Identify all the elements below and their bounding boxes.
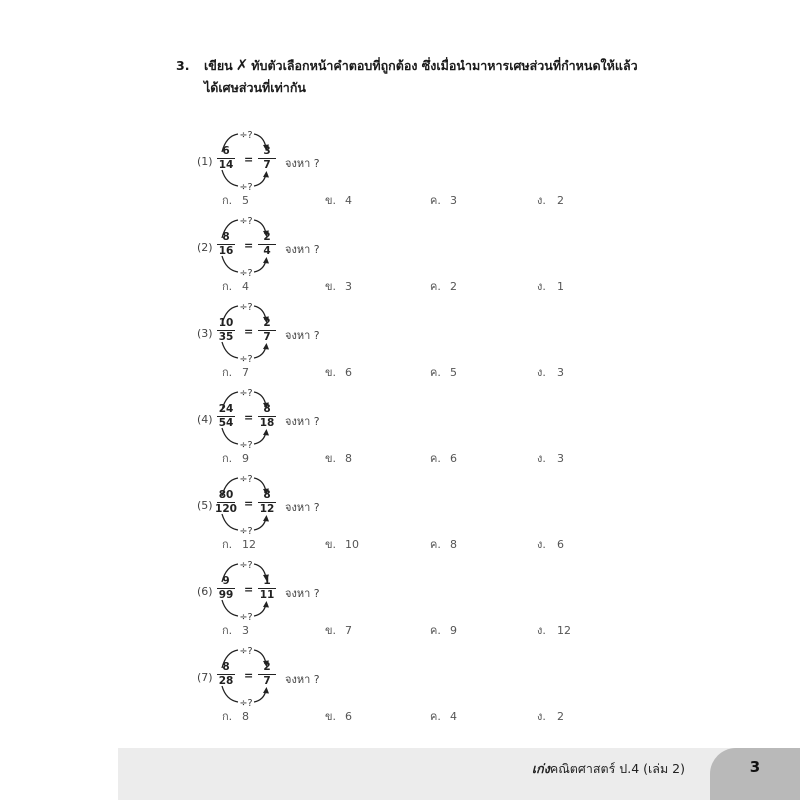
question-text-line2: ได้เศษส่วนที่เท่ากัน — [204, 80, 306, 95]
problem-item — [0, 466, 800, 552]
choice-key: ก. — [222, 452, 233, 465]
equals-sign: = — [244, 669, 254, 682]
answer-choice[interactable] — [537, 191, 564, 209]
numerator: 8 — [263, 489, 271, 501]
choice-key: ค. — [430, 710, 441, 723]
problem-item — [0, 208, 800, 294]
answer-choice[interactable] — [325, 363, 352, 381]
answer-choice[interactable] — [222, 535, 256, 553]
book-title-rest: คณิตศาสตร์ ป.4 (เล่ม 2) — [549, 761, 685, 776]
choice-key: ค. — [430, 452, 441, 465]
equals-sign: = — [244, 583, 254, 596]
equals-sign: = — [244, 239, 254, 252]
answer-choice[interactable] — [430, 621, 457, 639]
choice-value: 7 — [242, 366, 249, 379]
denominator: 16 — [218, 245, 234, 257]
choice-key: ข. — [325, 280, 337, 293]
problem-label: (1) — [197, 155, 213, 168]
divide-by-top-label: ÷? — [239, 302, 253, 313]
choice-key: ก. — [222, 280, 233, 293]
problem-label: (6) — [197, 585, 213, 598]
answer-choice[interactable] — [325, 621, 352, 639]
numerator: 1 — [263, 575, 271, 587]
choice-value: 2 — [557, 710, 564, 723]
answer-choice[interactable] — [430, 277, 457, 295]
numerator: 3 — [263, 145, 271, 157]
answer-choice[interactable] — [222, 363, 249, 381]
numerator: 24 — [218, 403, 234, 415]
denominator: 28 — [218, 675, 234, 687]
choice-value: 3 — [242, 624, 249, 637]
choice-key: ข. — [325, 710, 337, 723]
numerator: 8 — [222, 231, 230, 243]
choice-value: 10 — [345, 538, 359, 551]
choice-key: ค. — [430, 194, 441, 207]
problem-item — [0, 638, 800, 724]
choice-value: 6 — [345, 710, 352, 723]
choice-key: ง. — [537, 366, 546, 379]
problem-label: (7) — [197, 671, 213, 684]
problem-item — [0, 294, 800, 380]
choice-value: 7 — [345, 624, 352, 637]
numerator: 10 — [218, 317, 234, 329]
choice-value: 8 — [242, 710, 249, 723]
divide-by-bottom-label: ÷? — [239, 612, 253, 623]
choice-value: 6 — [450, 452, 457, 465]
choice-key: ข. — [325, 624, 337, 637]
choice-value: 2 — [450, 280, 457, 293]
answer-choice[interactable] — [325, 707, 352, 725]
choice-key: ข. — [325, 538, 337, 551]
choice-value: 4 — [242, 280, 249, 293]
choice-value: 1 — [557, 280, 564, 293]
answer-choice[interactable] — [222, 277, 249, 295]
choice-key: ก. — [222, 366, 233, 379]
denominator: 54 — [218, 417, 234, 429]
choice-key: ง. — [537, 624, 546, 637]
divide-by-top-label: ÷? — [239, 130, 253, 141]
denominator: 18 — [259, 417, 275, 429]
choice-value: 12 — [557, 624, 571, 637]
choice-key: ค. — [430, 366, 441, 379]
choice-value: 3 — [345, 280, 352, 293]
choice-value: 8 — [345, 452, 352, 465]
choice-value: 3 — [557, 452, 564, 465]
numerator: 8 — [263, 403, 271, 415]
right-fraction — [256, 404, 278, 429]
left-fraction — [215, 662, 237, 687]
numerator: 2 — [263, 231, 271, 243]
denominator: 99 — [218, 589, 234, 601]
problem-item — [0, 380, 800, 466]
choice-key: ก. — [222, 710, 233, 723]
divide-by-bottom-label: ÷? — [239, 182, 253, 193]
choice-value: 3 — [450, 194, 457, 207]
problem-label: (2) — [197, 241, 213, 254]
answer-choice[interactable] — [222, 191, 249, 209]
divide-by-top-label: ÷? — [239, 646, 253, 657]
left-fraction — [215, 576, 237, 601]
right-fraction — [256, 662, 278, 687]
divide-by-top-label: ÷? — [239, 388, 253, 399]
choice-value: 6 — [557, 538, 564, 551]
answer-choice[interactable] — [537, 277, 564, 295]
choice-key: ข. — [325, 194, 337, 207]
choice-value: 5 — [242, 194, 249, 207]
divide-by-bottom-label: ÷? — [239, 526, 253, 537]
denominator: 7 — [263, 331, 271, 343]
question-text-before-mark: เขียน — [204, 58, 233, 73]
equals-sign: = — [244, 153, 254, 166]
answer-choice[interactable] — [537, 621, 571, 639]
x-mark-icon: ✗ — [235, 56, 249, 74]
divide-by-top-label: ÷? — [239, 216, 253, 227]
problem-label: (3) — [197, 327, 213, 340]
left-fraction — [215, 490, 237, 515]
choice-value: 6 — [345, 366, 352, 379]
numerator: 2 — [263, 317, 271, 329]
problem-item — [0, 122, 800, 208]
answer-choice[interactable] — [537, 707, 564, 725]
problem-label: (5) — [197, 499, 213, 512]
choice-value: 5 — [450, 366, 457, 379]
answer-choice[interactable] — [325, 449, 352, 467]
denominator: 4 — [263, 245, 271, 257]
left-fraction — [215, 318, 237, 343]
numerator: 6 — [222, 145, 230, 157]
choice-value: 9 — [242, 452, 249, 465]
divide-by-bottom-label: ÷? — [239, 354, 253, 365]
find-question-text: จงหา ? — [285, 587, 320, 600]
denominator: 35 — [218, 331, 234, 343]
equals-sign: = — [244, 497, 254, 510]
choice-value: 4 — [450, 710, 457, 723]
divide-by-top-label: ÷? — [239, 474, 253, 485]
numerator: 9 — [222, 575, 230, 587]
answer-choice[interactable] — [325, 191, 352, 209]
left-fraction — [215, 232, 237, 257]
right-fraction — [256, 490, 278, 515]
choice-value: 9 — [450, 624, 457, 637]
right-fraction — [256, 318, 278, 343]
choice-key: ค. — [430, 280, 441, 293]
denominator: 120 — [215, 503, 237, 515]
answer-choice[interactable] — [222, 707, 249, 725]
choice-key: ข. — [325, 452, 337, 465]
find-question-text: จงหา ? — [285, 157, 320, 170]
question-number: 3. — [176, 58, 190, 73]
choice-key: ก. — [222, 624, 233, 637]
choice-value: 12 — [242, 538, 256, 551]
answer-choice[interactable] — [430, 449, 457, 467]
denominator: 11 — [259, 589, 275, 601]
choice-key: ก. — [222, 194, 233, 207]
problem-label: (4) — [197, 413, 213, 426]
numerator: 8 — [222, 661, 230, 673]
page-number: 3 — [749, 758, 761, 776]
choice-key: ง. — [537, 538, 546, 551]
divide-by-bottom-label: ÷? — [239, 698, 253, 709]
equals-sign: = — [244, 411, 254, 424]
choice-value: 4 — [345, 194, 352, 207]
answer-choice[interactable] — [222, 449, 249, 467]
choice-key: ข. — [325, 366, 337, 379]
divide-by-top-label: ÷? — [239, 560, 253, 571]
choice-key: ง. — [537, 194, 546, 207]
choice-key: ก. — [222, 538, 233, 551]
left-fraction — [215, 404, 237, 429]
choice-key: ง. — [537, 280, 546, 293]
answer-choice[interactable] — [430, 707, 457, 725]
answer-choice[interactable] — [222, 621, 249, 639]
page-footer — [118, 748, 800, 800]
denominator: 14 — [218, 159, 234, 171]
right-fraction — [256, 146, 278, 171]
equals-sign: = — [244, 325, 254, 338]
find-question-text: จงหา ? — [285, 415, 320, 428]
divide-by-bottom-label: ÷? — [239, 440, 253, 451]
right-fraction — [256, 576, 278, 601]
denominator: 12 — [259, 503, 275, 515]
answer-choice[interactable] — [430, 535, 457, 553]
book-title-bold: เก่ง — [531, 761, 550, 776]
answer-choice[interactable] — [325, 277, 352, 295]
choice-key: ค. — [430, 538, 441, 551]
find-question-text: จงหา ? — [285, 329, 320, 342]
choice-value: 3 — [557, 366, 564, 379]
choice-key: ง. — [537, 452, 546, 465]
answer-choice[interactable] — [430, 363, 457, 381]
choice-value: 2 — [557, 194, 564, 207]
numerator: 80 — [218, 489, 234, 501]
denominator: 7 — [263, 159, 271, 171]
numerator: 2 — [263, 661, 271, 673]
answer-choice[interactable] — [537, 535, 564, 553]
denominator: 7 — [263, 675, 271, 687]
choice-key: ค. — [430, 624, 441, 637]
answer-choice[interactable] — [537, 449, 564, 467]
problem-item — [0, 552, 800, 638]
choice-key: ง. — [537, 710, 546, 723]
answer-choice[interactable] — [430, 191, 457, 209]
left-fraction — [215, 146, 237, 171]
choice-value: 8 — [450, 538, 457, 551]
answer-choice[interactable] — [537, 363, 564, 381]
book-title — [532, 759, 685, 779]
find-question-text: จงหา ? — [285, 243, 320, 256]
question-text-after-mark: ทับตัวเลือกหน้าคำตอบที่ถูกต้อง ซึ่งเมื่อนำมาหารเศษส่วนที่กำหนดให้แล้ว — [251, 58, 638, 73]
find-question-text: จงหา ? — [285, 673, 320, 686]
question-text-line1 — [204, 56, 638, 75]
divide-by-bottom-label: ÷? — [239, 268, 253, 279]
right-fraction — [256, 232, 278, 257]
answer-choice[interactable] — [325, 535, 359, 553]
find-question-text: จงหา ? — [285, 501, 320, 514]
